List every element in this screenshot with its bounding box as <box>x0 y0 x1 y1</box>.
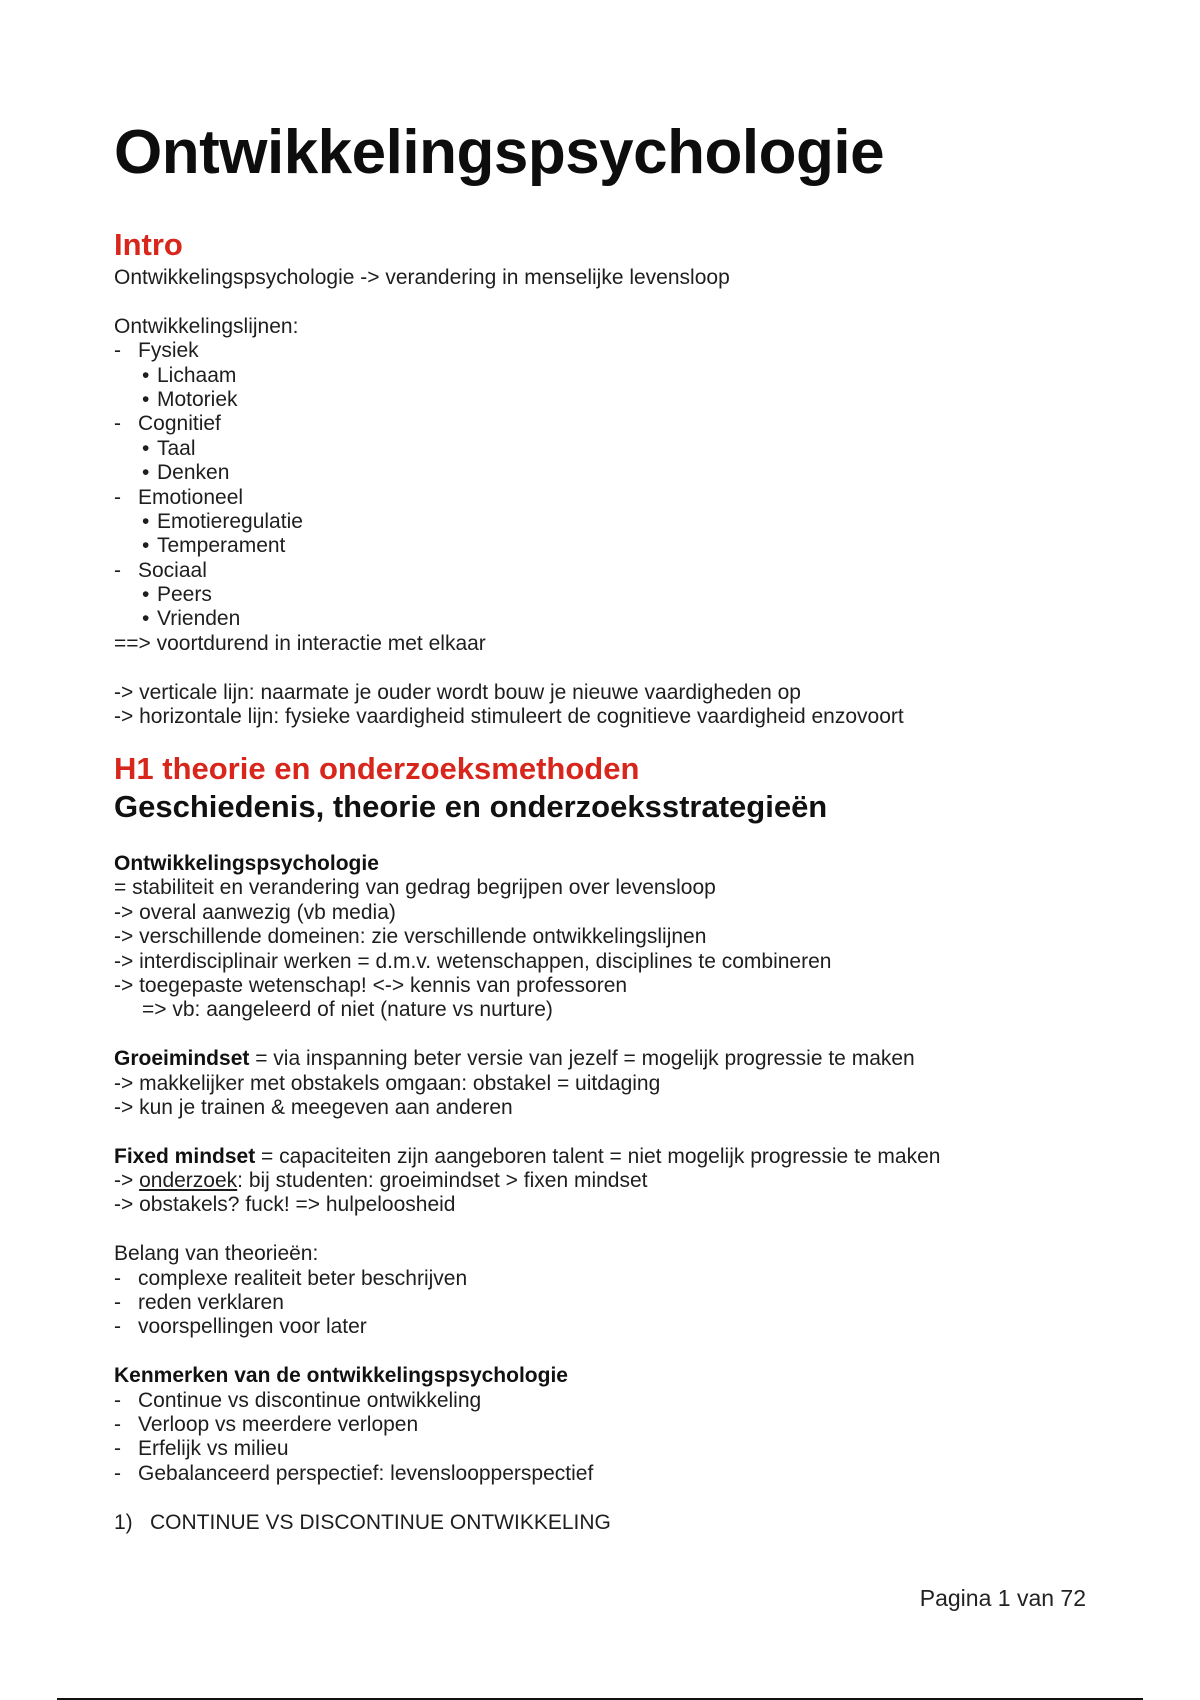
sub-list-item: • Temperament <box>142 534 286 558</box>
h1-section-header <box>114 750 1114 826</box>
list-item: - Cognitief <box>114 412 221 436</box>
intro-heading: Intro <box>114 227 183 262</box>
list-item: - Continue vs discontinue ontwikkeling <box>114 1388 482 1412</box>
interaction-note: ==> voortdurend in interactie met elkaar <box>114 631 486 655</box>
h1-subheading: Geschiedenis, theorie en onderzoeksstrategieën <box>114 789 828 824</box>
term-kenmerken: Kenmerken van de ontwikkelingspsychologie <box>114 1364 568 1388</box>
text-line: -> overal aanwezig (vb media) <box>114 900 396 924</box>
list-item: - Fysiek <box>114 339 199 363</box>
list-item: - reden verklaren <box>114 1291 284 1315</box>
growth-definition: Groeimindset = via inspanning beter versie van jezelf = mogelijk progressie te maken <box>114 1047 915 1071</box>
sub-list-item: • Lichaam <box>142 363 237 387</box>
term-groeimindset: Groeimindset <box>114 1047 250 1071</box>
sub-list-item: • Taal <box>142 436 196 460</box>
list-item: - Verloop vs meerdere verlopen <box>114 1412 419 1436</box>
horizontal-line-note: -> horizontale lijn: fysieke vaardigheid stimuleert de cognitieve vaardigheid enzovoort <box>114 705 904 729</box>
term-ontwikkelingspsychologie: Ontwikkelingspsychologie <box>114 852 379 875</box>
example-line: => vb: aangeleerd of niet (nature vs nurture) <box>142 998 553 1022</box>
underlined-word: onderzoek <box>139 1169 238 1193</box>
text-line: -> verschillende domeinen: zie verschillende ontwikkelingslijnen <box>114 925 707 949</box>
sub-list-item: • Denken <box>142 461 230 485</box>
lines-label: Ontwikkelingslijnen: <box>114 314 299 338</box>
text-line: -> interdisciplinair werken = d.m.v. wetenschappen, disciplines te combineren <box>114 949 832 973</box>
h1-body <box>114 852 1114 1535</box>
text-line: -> kun je trainen & meegeven aan anderen <box>114 1095 513 1119</box>
list-item: - Sociaal <box>114 558 207 582</box>
sub-list-item: • Emotieregulatie <box>142 509 303 533</box>
list-item: - voorspellingen voor later <box>114 1315 367 1339</box>
text-line: -> obstakels? fuck! => hulpeloosheid <box>114 1193 456 1217</box>
intro-summary: Ontwikkelingspsychologie -> verandering in menselijke levensloop <box>114 266 730 289</box>
research-line: -> onderzoek: bij studenten: groeimindset > fixen mindset <box>114 1169 648 1193</box>
theories-label: Belang van theorieën: <box>114 1242 319 1266</box>
text-line: = stabiliteit en verandering van gedrag begrijpen over levensloop <box>114 876 716 900</box>
fixed-definition: Fixed mindset = capaciteiten zijn aangeboren talent = niet mogelijk progressie te maken <box>114 1144 941 1168</box>
numbered-heading: 1) CONTINUE VS DISCONTINUE ONTWIKKELING <box>114 1510 611 1534</box>
term-fixed-mindset: Fixed mindset <box>114 1144 256 1168</box>
sub-list-item: • Motoriek <box>142 387 238 411</box>
document-title: Ontwikkelingspsychologie <box>114 118 885 187</box>
intro-body <box>114 266 1114 729</box>
intro-section <box>114 226 1114 264</box>
list-item: - complexe realiteit beter beschrijven <box>114 1266 468 1290</box>
h1-heading: H1 theorie en onderzoeksmethoden <box>114 751 640 786</box>
sub-list-item: • Peers <box>142 583 212 607</box>
text-line: -> makkelijker met obstakels omgaan: obstakel = uitdaging <box>114 1071 661 1095</box>
sub-list-item: • Vrienden <box>142 607 241 631</box>
list-item: - Emotioneel <box>114 485 244 509</box>
vertical-line-note: -> verticale lijn: naarmate je ouder wordt bouw je nieuwe vaardigheden op <box>114 680 801 704</box>
page-number: Pagina 1 van 72 <box>919 1585 1086 1611</box>
text-line: -> toegepaste wetenschap! <-> kennis van professoren <box>114 973 628 997</box>
list-item: - Erfelijk vs milieu <box>114 1437 289 1461</box>
list-item: - Gebalanceerd perspectief: levensloopperspectief <box>114 1461 594 1485</box>
